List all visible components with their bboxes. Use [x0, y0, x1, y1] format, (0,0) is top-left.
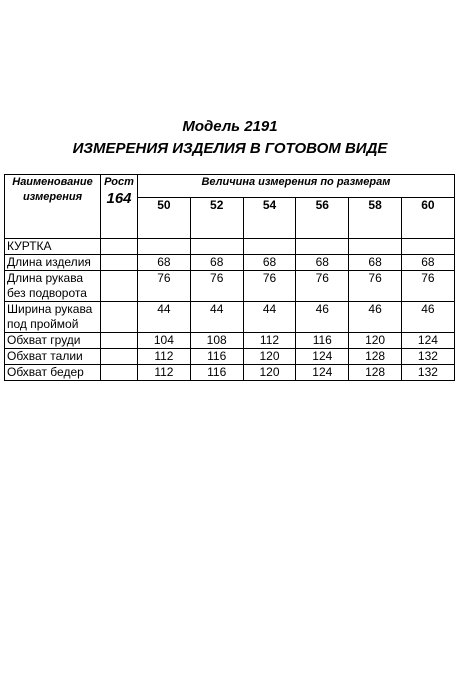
measurement-label: Обхват груди: [5, 333, 101, 349]
measurement-value: 128: [349, 365, 402, 381]
measurement-value: 76: [401, 271, 454, 302]
measurement-value: 132: [401, 349, 454, 365]
measurement-label: Длина изделия: [5, 255, 101, 271]
empty-cell: [243, 239, 296, 255]
measurement-value: 68: [296, 255, 349, 271]
name-column-header: Наименование измерения: [5, 175, 101, 239]
table-row: [5, 365, 455, 381]
measurement-value: 112: [243, 333, 296, 349]
size-header: 54: [243, 198, 296, 239]
section-row: [5, 239, 455, 255]
measurement-value: 44: [243, 302, 296, 333]
measurement-value: 44: [138, 302, 191, 333]
measurement-label: Ширина рукава под проймой: [5, 302, 101, 333]
measurement-value: 76: [138, 271, 191, 302]
measurement-value: 116: [190, 365, 243, 381]
empty-cell: [101, 302, 138, 333]
table-row: [5, 271, 455, 302]
measurement-value: 120: [349, 333, 402, 349]
measurement-value: 46: [401, 302, 454, 333]
rost-label: Рост: [104, 176, 134, 188]
size-header: 60: [401, 198, 454, 239]
table-row: [5, 349, 455, 365]
measurement-value: 128: [349, 349, 402, 365]
measurement-value: 46: [349, 302, 402, 333]
measurement-value: 68: [138, 255, 191, 271]
table-row: [5, 333, 455, 349]
empty-cell: [101, 365, 138, 381]
model-title: Модель 2191: [182, 118, 278, 135]
measurement-value: 68: [190, 255, 243, 271]
measurement-label: Обхват бедер: [5, 365, 101, 381]
empty-cell: [101, 239, 138, 255]
empty-cell: [296, 239, 349, 255]
table-header-row: [5, 175, 455, 198]
rost-column-header: [101, 175, 138, 239]
size-header: 50: [138, 198, 191, 239]
measurement-value: 76: [190, 271, 243, 302]
empty-cell: [190, 239, 243, 255]
empty-cell: [138, 239, 191, 255]
measurement-value: 44: [190, 302, 243, 333]
measurement-value: 120: [243, 365, 296, 381]
measurement-value: 108: [190, 333, 243, 349]
measurement-value: 76: [243, 271, 296, 302]
measurement-value: 124: [296, 365, 349, 381]
measurement-value: 132: [401, 365, 454, 381]
measurement-value: 46: [296, 302, 349, 333]
size-header: 58: [349, 198, 402, 239]
measurement-value: 124: [401, 333, 454, 349]
measurements-table: [4, 174, 455, 381]
measurement-value: 68: [349, 255, 402, 271]
empty-cell: [349, 239, 402, 255]
sizes-group-header: Величина измерения по размерам: [138, 175, 455, 198]
measurement-value: 112: [138, 349, 191, 365]
section-label: КУРТКА: [5, 239, 101, 255]
empty-cell: [101, 349, 138, 365]
measurement-label: Длина рукава без подворота: [5, 271, 101, 302]
measurement-value: 68: [243, 255, 296, 271]
empty-cell: [101, 271, 138, 302]
measurement-value: 76: [296, 271, 349, 302]
measurement-value: 112: [138, 365, 191, 381]
table-row: [5, 302, 455, 333]
measurement-value: 104: [138, 333, 191, 349]
rost-value: 164: [106, 190, 132, 207]
measurement-value: 76: [349, 271, 402, 302]
measurement-value: 116: [296, 333, 349, 349]
size-header: 52: [190, 198, 243, 239]
table-row: [5, 255, 455, 271]
measurement-value: 116: [190, 349, 243, 365]
size-header: 56: [296, 198, 349, 239]
measurement-label: Обхват талии: [5, 349, 101, 365]
empty-cell: [101, 333, 138, 349]
document-title: ИЗМЕРЕНИЯ ИЗДЕЛИЯ В ГОТОВОМ ВИДЕ: [72, 140, 388, 157]
measurement-value: 120: [243, 349, 296, 365]
measurement-value: 68: [401, 255, 454, 271]
measurement-value: 124: [296, 349, 349, 365]
empty-cell: [101, 255, 138, 271]
empty-cell: [401, 239, 454, 255]
